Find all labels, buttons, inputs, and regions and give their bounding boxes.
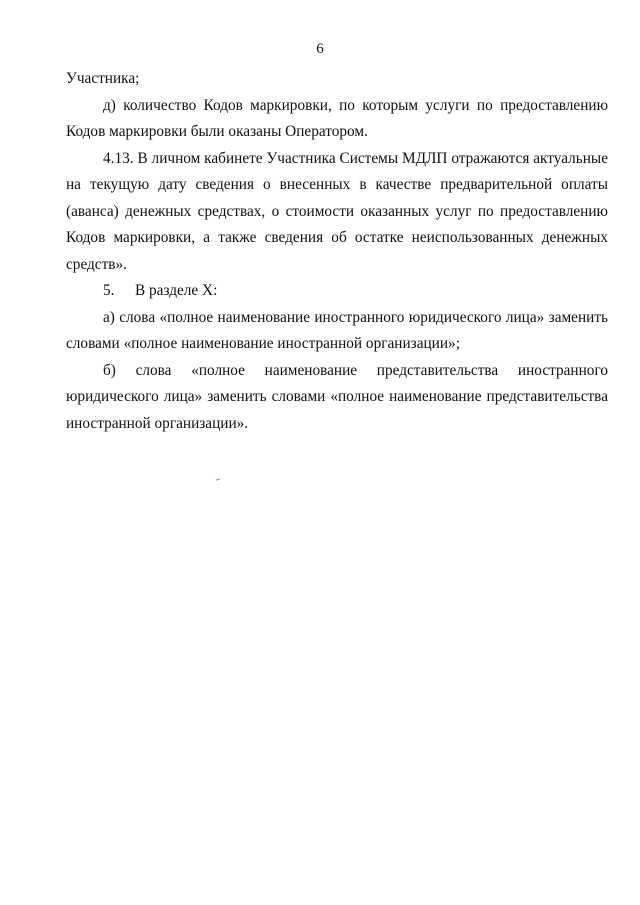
scan-speck bbox=[216, 478, 220, 480]
paragraph-4-13: 4.13. В личном кабинете Участника Системы МДЛП отражаются актуальные на текущую дату сведения о внесенных в качестве предварительной оплаты (аванса) денежных средствах, о стоимости оказанных услуг по предоставлению Кодов маркировки, а также сведения об остатке неиспользованных денежных средств». bbox=[66, 149, 608, 273]
paragraph-item-b: б) слова «полное наименование представительства иностранного юридического лица» заменить словами «полное наименование представительства иностранной организации». bbox=[66, 361, 608, 432]
paragraph-item-a: а) слова «полное наименование иностранного юридического лица» заменить словами «полное наименование иностранной организации»; bbox=[66, 308, 608, 352]
section-heading: В разделе X: bbox=[135, 282, 218, 299]
paragraph-participant: Участника; bbox=[66, 70, 140, 87]
page-number: 6 bbox=[316, 41, 324, 57]
document-body bbox=[66, 66, 608, 437]
section-number: 5. bbox=[103, 282, 115, 299]
paragraph-item-d: д) количество Кодов маркировки, по которым услуги по предоставлению Кодов маркировки были оказаны Оператором. bbox=[66, 96, 608, 140]
paragraph-section-5 bbox=[66, 278, 608, 305]
